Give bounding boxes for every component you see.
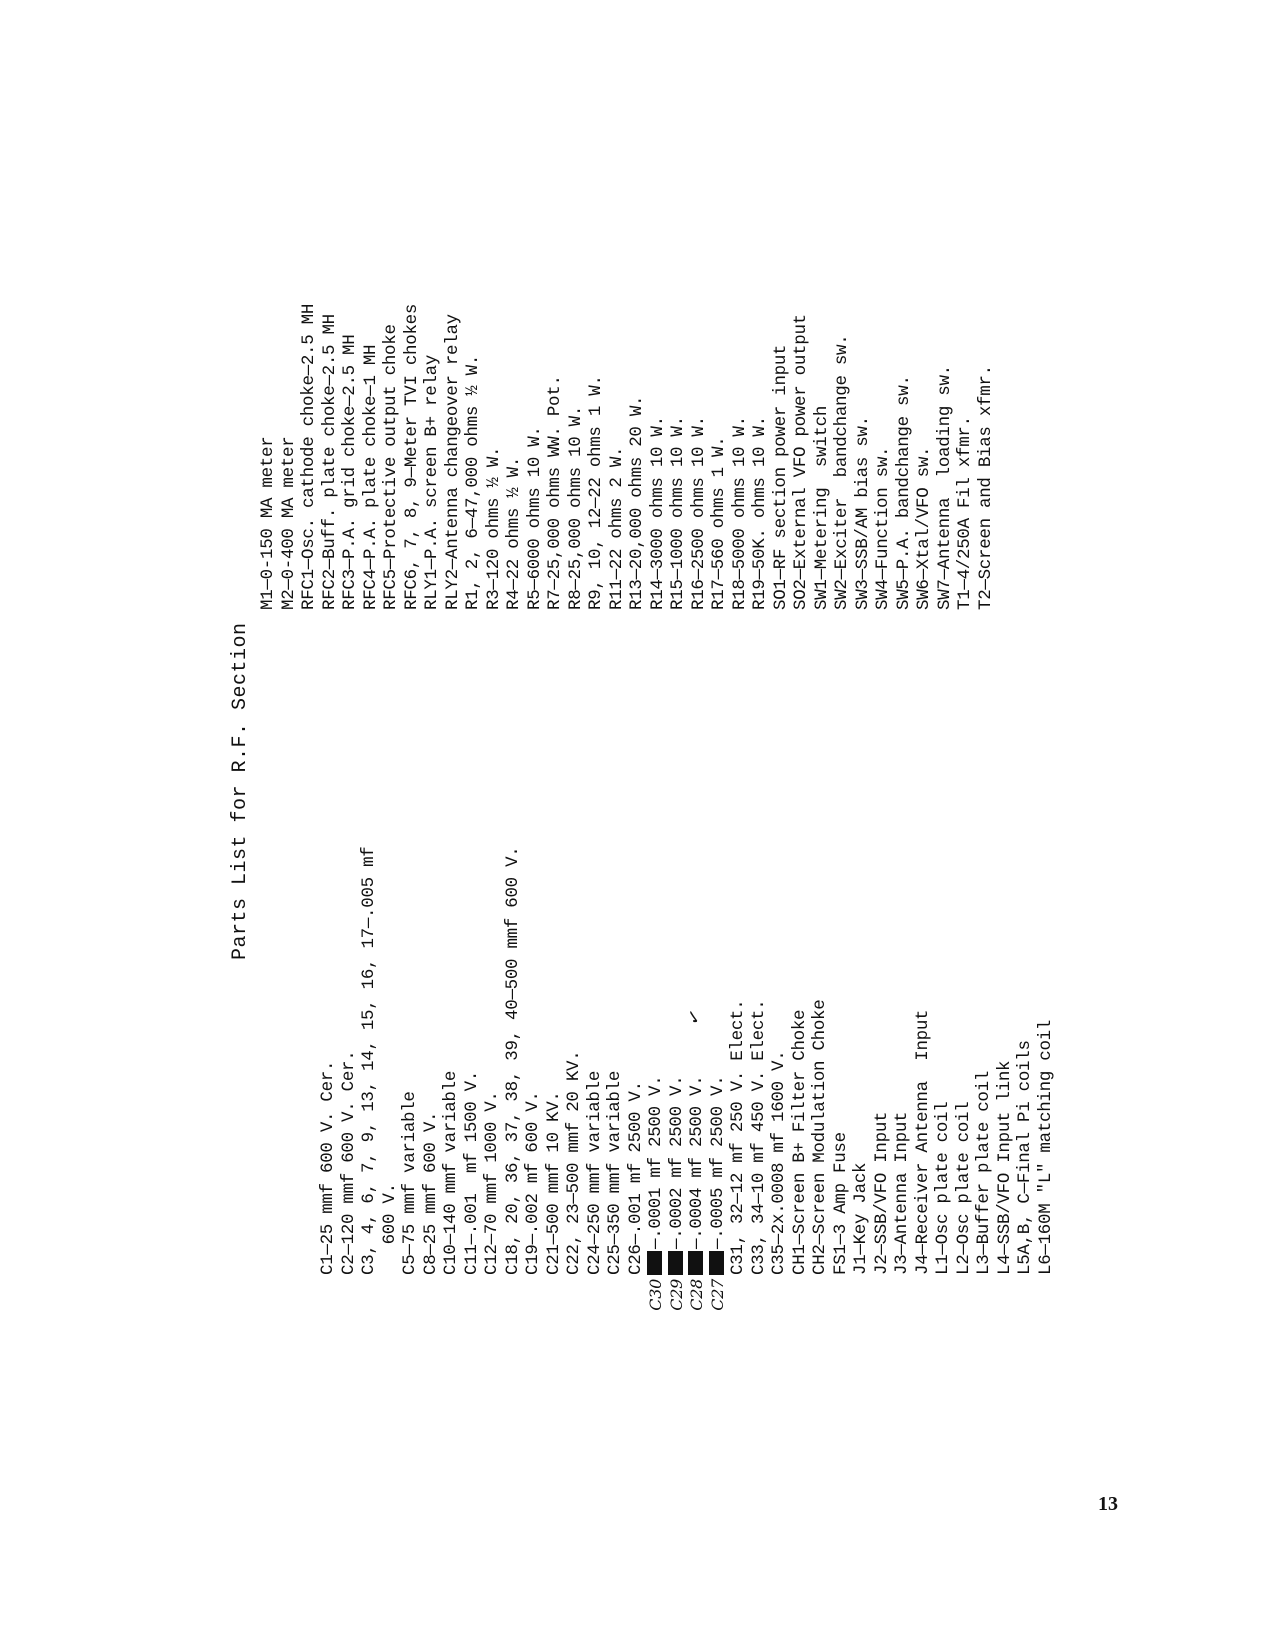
part-entry-text: SO1—RF section power input: [770, 344, 791, 610]
part-entry: [955, 304, 976, 610]
part-entry-text: M1—0-150 MA meter: [258, 436, 278, 610]
part-entry: [790, 847, 811, 1275]
handwritten-annotation: C27: [707, 1279, 727, 1311]
redaction-marker: [668, 1251, 683, 1275]
part-entry-text: RFC1—Osc. cathode choke—2.5 MH: [299, 303, 319, 610]
part-entry: [974, 847, 995, 1275]
part-entry-text: —.0005 mf 2500 V.: [707, 1075, 728, 1249]
part-entry-text: M2—0-400 MA meter: [278, 436, 299, 610]
page-number: 13: [1098, 1493, 1118, 1515]
part-entry-text: R14—3000 ohms 10 W.: [647, 416, 668, 610]
part-entry-text: —.0002 mf 2500 V.: [666, 1075, 687, 1249]
part-entry-text: L2—Osc plate coil: [953, 1101, 974, 1275]
part-entry: [689, 304, 710, 610]
part-entry-text: RFC6, 7, 8, 9—Meter TVI chokes: [401, 303, 422, 610]
part-entry-text: FS1—3 Amp Fuse: [830, 1132, 851, 1275]
part-entry-text: C10—140 mmf variable: [441, 1070, 461, 1275]
part-entry: [421, 847, 442, 1275]
part-entry: [831, 847, 852, 1275]
redaction-marker: [688, 1251, 703, 1275]
part-entry: [914, 304, 935, 610]
part-entry-text: —.0001 mf 2500 V.: [646, 1075, 666, 1249]
part-entry-text: 600 V.: [379, 1183, 400, 1275]
part-entry-text: R7—25,000 ohms WW. Pot.: [545, 375, 565, 610]
part-entry-text: SW7—Antenna loading sw.: [934, 365, 955, 610]
part-entry: [258, 304, 279, 610]
part-entry-text: J1—Key Jack: [851, 1162, 871, 1275]
part-entry-text: R18—5000 ohms 10 W.: [729, 416, 750, 610]
part-entry-text: R4—22 ohms ½ W.: [504, 456, 524, 610]
part-entry: [954, 847, 975, 1275]
part-entry: [422, 304, 443, 610]
part-entry: [626, 847, 647, 1275]
part-entry: [566, 304, 587, 610]
part-entry-text: C18, 20, 36, 37, 38, 39, 40—500 mmf 600 V.: [502, 846, 523, 1275]
part-entry-text: T2—Screen and Bias xfmr.: [975, 365, 996, 610]
part-entry-text: RFC4—P.A. plate choke—1 MH: [360, 344, 381, 610]
part-entry: [381, 304, 402, 610]
part-entry-text: J3—Antenna Input: [892, 1111, 912, 1275]
part-entry-text: C2—120 mmf 600 V. Cer.: [338, 1050, 359, 1275]
part-entry-text: R16—2500 ohms 10 W.: [688, 416, 709, 610]
part-entry: [318, 847, 339, 1275]
part-entry-text: C12—70 mmf 1000 V.: [482, 1091, 502, 1275]
part-entry-text: R13—20,000 ohms 20 W.: [627, 395, 647, 610]
part-entry-text: R15—1000 ohms 10 W.: [668, 416, 688, 610]
part-entry: [605, 847, 626, 1275]
part-entry-text: CH1—Screen B+ Filter Choke: [789, 1009, 810, 1275]
redaction-marker: [709, 1251, 724, 1275]
part-entry-text: —.0004 mf 2500 V.: [687, 1075, 707, 1249]
part-entry: [504, 304, 525, 610]
part-entry: [339, 847, 360, 1275]
part-entry: [853, 304, 874, 610]
check-mark-icon: ✓: [682, 1006, 707, 1028]
part-entry: [728, 847, 749, 1275]
part-entry: [525, 304, 546, 610]
part-entry: [279, 304, 300, 610]
part-entry-text: C26—.001 mf 2500 V.: [625, 1081, 646, 1275]
part-entry: [771, 304, 792, 610]
part-entry-text: RLY1—P.A. screen B+ relay: [422, 354, 442, 610]
part-entry: [585, 847, 606, 1275]
part-entry: [402, 304, 423, 610]
part-entry-text: SO2—External VFO power output: [791, 314, 811, 610]
part-entry: [503, 847, 524, 1275]
part-entry-text: SW5—P.A. bandchange sw.: [893, 375, 914, 610]
part-entry: [607, 304, 628, 610]
part-entry: [361, 304, 382, 610]
part-entry: [586, 304, 607, 610]
handwritten-annotation: C28: [687, 1279, 706, 1311]
part-entry: [340, 304, 361, 610]
part-entry: [892, 847, 913, 1275]
parts-list-right-column: [258, 304, 996, 610]
part-entry: [400, 847, 421, 1275]
part-entry-text: C8—25 mmf 600 V.: [420, 1111, 441, 1275]
part-entry: [894, 304, 915, 610]
redaction-marker: [647, 1251, 662, 1275]
part-entry: [441, 847, 462, 1275]
parts-list-left-column: [318, 846, 1056, 1311]
part-entry-text: RFC2—Buff. plate choke—2.5 MH: [319, 314, 340, 610]
part-entry-text: SW2—Exciter bandchange sw.: [832, 334, 852, 610]
part-entry: [1015, 847, 1036, 1275]
part-entry: [523, 847, 544, 1275]
handwritten-annotation: C29: [666, 1279, 686, 1311]
part-entry-text: C31, 32—12 mf 250 V. Elect.: [728, 999, 748, 1275]
part-entry: [463, 304, 484, 610]
part-entry-text: R17—560 ohms 1 W.: [709, 436, 729, 610]
part-entry-text: RLY2—Antenna changeover relay: [442, 314, 463, 610]
part-entry-text: SW1—Metering switch: [811, 405, 832, 610]
part-entry: [707, 847, 729, 1311]
part-entry-text: C11—.001 mf 1500 V.: [461, 1070, 482, 1275]
part-entry: [648, 304, 669, 610]
part-entry-text: R9, 10, 12—22 ohms 1 W.: [586, 375, 606, 610]
part-entry: [851, 847, 872, 1275]
part-entry-text: RFC5—Protective output choke: [381, 324, 401, 610]
part-entry: [380, 847, 401, 1275]
part-entry: [709, 304, 730, 610]
part-entry: [1036, 847, 1057, 1275]
part-entry-text: T1—4/250A Fil xfmr.: [955, 416, 975, 610]
part-entry-text: C25—350 mmf variable: [605, 1070, 625, 1275]
part-entry: [482, 847, 503, 1275]
part-entry: [730, 304, 751, 610]
part-entry-text: C21—500 mmf 10 KV.: [543, 1091, 564, 1275]
part-entry: [320, 304, 341, 610]
part-entry-text: L3—Buffer plate coil: [974, 1070, 994, 1275]
part-entry-text: RFC3—P.A. grid choke—2.5 MH: [340, 334, 360, 610]
part-entry-text: C1—25 mmf 600 V. Cer.: [318, 1060, 338, 1275]
part-entry: [359, 847, 380, 1275]
part-entry-text: R8—25,000 ohms 10 W.: [565, 405, 586, 610]
part-entry: [564, 847, 585, 1275]
part-entry: [873, 304, 894, 610]
part-entry: [995, 847, 1016, 1275]
part-entry-text: R1, 2, 6—47,000 ohms ½ W.: [463, 354, 483, 610]
part-entry: [749, 847, 770, 1275]
part-entry: [666, 847, 688, 1311]
part-entry: [462, 847, 483, 1275]
part-entry-text: L1—Osc plate coil: [933, 1101, 953, 1275]
part-entry: [872, 847, 893, 1275]
part-entry-text: L5A,B, C—Final Pi coils: [1015, 1040, 1035, 1275]
part-entry-text: CH2—Screen Modulation Choke: [810, 999, 830, 1275]
part-entry: [913, 847, 934, 1275]
part-entry: [646, 847, 667, 1311]
part-entry-text: R19—50K. ohms 10 W.: [750, 416, 770, 610]
part-entry-text: C3, 4, 6, 7, 9, 13, 14, 15, 16, 17—.005 mf: [359, 846, 379, 1275]
part-entry-text: J4—Receiver Antenna Input: [912, 1009, 933, 1275]
part-entry: [544, 847, 565, 1275]
part-entry-text: C22, 23—500 mmf 20 KV.: [564, 1050, 584, 1275]
part-entry: [935, 304, 956, 610]
part-entry-text: R11—22 ohms 2 W.: [606, 446, 627, 610]
part-entry-text: SW3—SSB/AM bias sw.: [852, 416, 873, 610]
part-entry: [682, 847, 708, 1311]
part-entry: [769, 847, 790, 1275]
part-entry-text: C5—75 mmf variable: [400, 1091, 420, 1275]
part-entry-text: C19—.002 mf 600 V.: [523, 1091, 543, 1275]
part-entry: [810, 847, 831, 1275]
part-entry: [976, 304, 997, 610]
part-entry-text: C24—250 mmf variable: [584, 1070, 605, 1275]
part-entry: [545, 304, 566, 610]
part-entry-text: L6—160M "L" matching coil: [1035, 1019, 1056, 1275]
part-entry-text: J2—SSB/VFO Input: [871, 1111, 892, 1275]
part-entry-text: SW6—Xtal/VFO sw.: [914, 446, 934, 610]
part-entry: [791, 304, 812, 610]
part-entry-text: R5—6000 ohms 10 W.: [524, 426, 545, 610]
part-entry-text: C35—2x.0008 mf 1600 V.: [769, 1050, 789, 1275]
part-entry: [299, 304, 320, 610]
part-entry-text: R3—120 ohms ½ W.: [483, 446, 504, 610]
page-title: Parts List for R.F. Section: [229, 622, 252, 960]
part-entry-text: SW4—Function sw.: [873, 446, 893, 610]
part-entry: [484, 304, 505, 610]
part-entry: [668, 304, 689, 610]
part-entry: [750, 304, 771, 610]
part-entry-text: L4—SSB/VFO Input link: [994, 1060, 1015, 1275]
part-entry: [443, 304, 464, 610]
handwritten-annotation: C30: [646, 1279, 665, 1311]
part-entry: [933, 847, 954, 1275]
part-entry: [627, 304, 648, 610]
part-entry: [812, 304, 833, 610]
part-entry: [832, 304, 853, 610]
part-entry-text: C33, 34—10 mf 450 V. Elect.: [748, 999, 769, 1275]
